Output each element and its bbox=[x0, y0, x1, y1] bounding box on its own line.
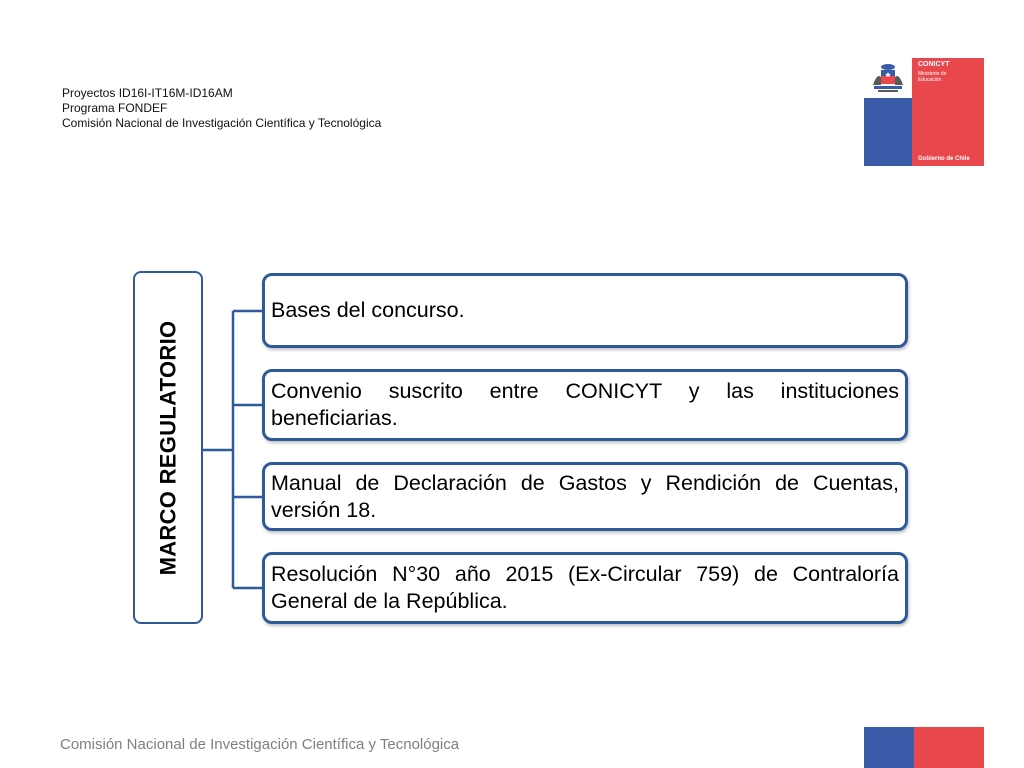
regulation-item-text: Convenio suscrito entre CONICYT y las instituciones beneficiarias. bbox=[271, 379, 899, 430]
footer-flag-band bbox=[864, 727, 984, 768]
logo-brand: CONICYT bbox=[918, 61, 950, 68]
regulation-item-text: Resolución N°30 año 2015 (Ex-Circular 759) de Contraloría General de la República. bbox=[271, 562, 899, 613]
footer-flag-red bbox=[914, 727, 984, 768]
header-project-line: Proyectos ID16I-IT16M-ID16AM bbox=[62, 86, 233, 100]
regulation-item-bases bbox=[262, 273, 908, 348]
marco-regulatorio-label: MARCO REGULATORIO bbox=[155, 320, 180, 575]
regulation-item-convenio bbox=[262, 369, 908, 441]
logo-ministry-line2: Educación bbox=[918, 77, 942, 83]
footer-commission-name: Comisión Nacional de Investigación Científica y Tecnológica bbox=[60, 736, 460, 753]
logo-ministry-line1: Ministerio de bbox=[918, 71, 947, 77]
header-program-line: Programa FONDEF bbox=[62, 101, 168, 115]
regulation-item-resolucion bbox=[262, 552, 908, 624]
marco-regulatorio-box bbox=[133, 271, 203, 624]
footer-flag-blue bbox=[864, 727, 914, 768]
header-commission-line: Comisión Nacional de Investigación Científica y Tecnológica bbox=[62, 116, 382, 130]
regulation-item-text: Bases del concurso. bbox=[271, 298, 465, 322]
regulation-item-text: Manual de Declaración de Gastos y Rendición de Cuentas, versión 18. bbox=[271, 470, 899, 522]
regulation-item-manual bbox=[262, 462, 908, 531]
logo-government: Gobierno de Chile bbox=[918, 156, 970, 162]
